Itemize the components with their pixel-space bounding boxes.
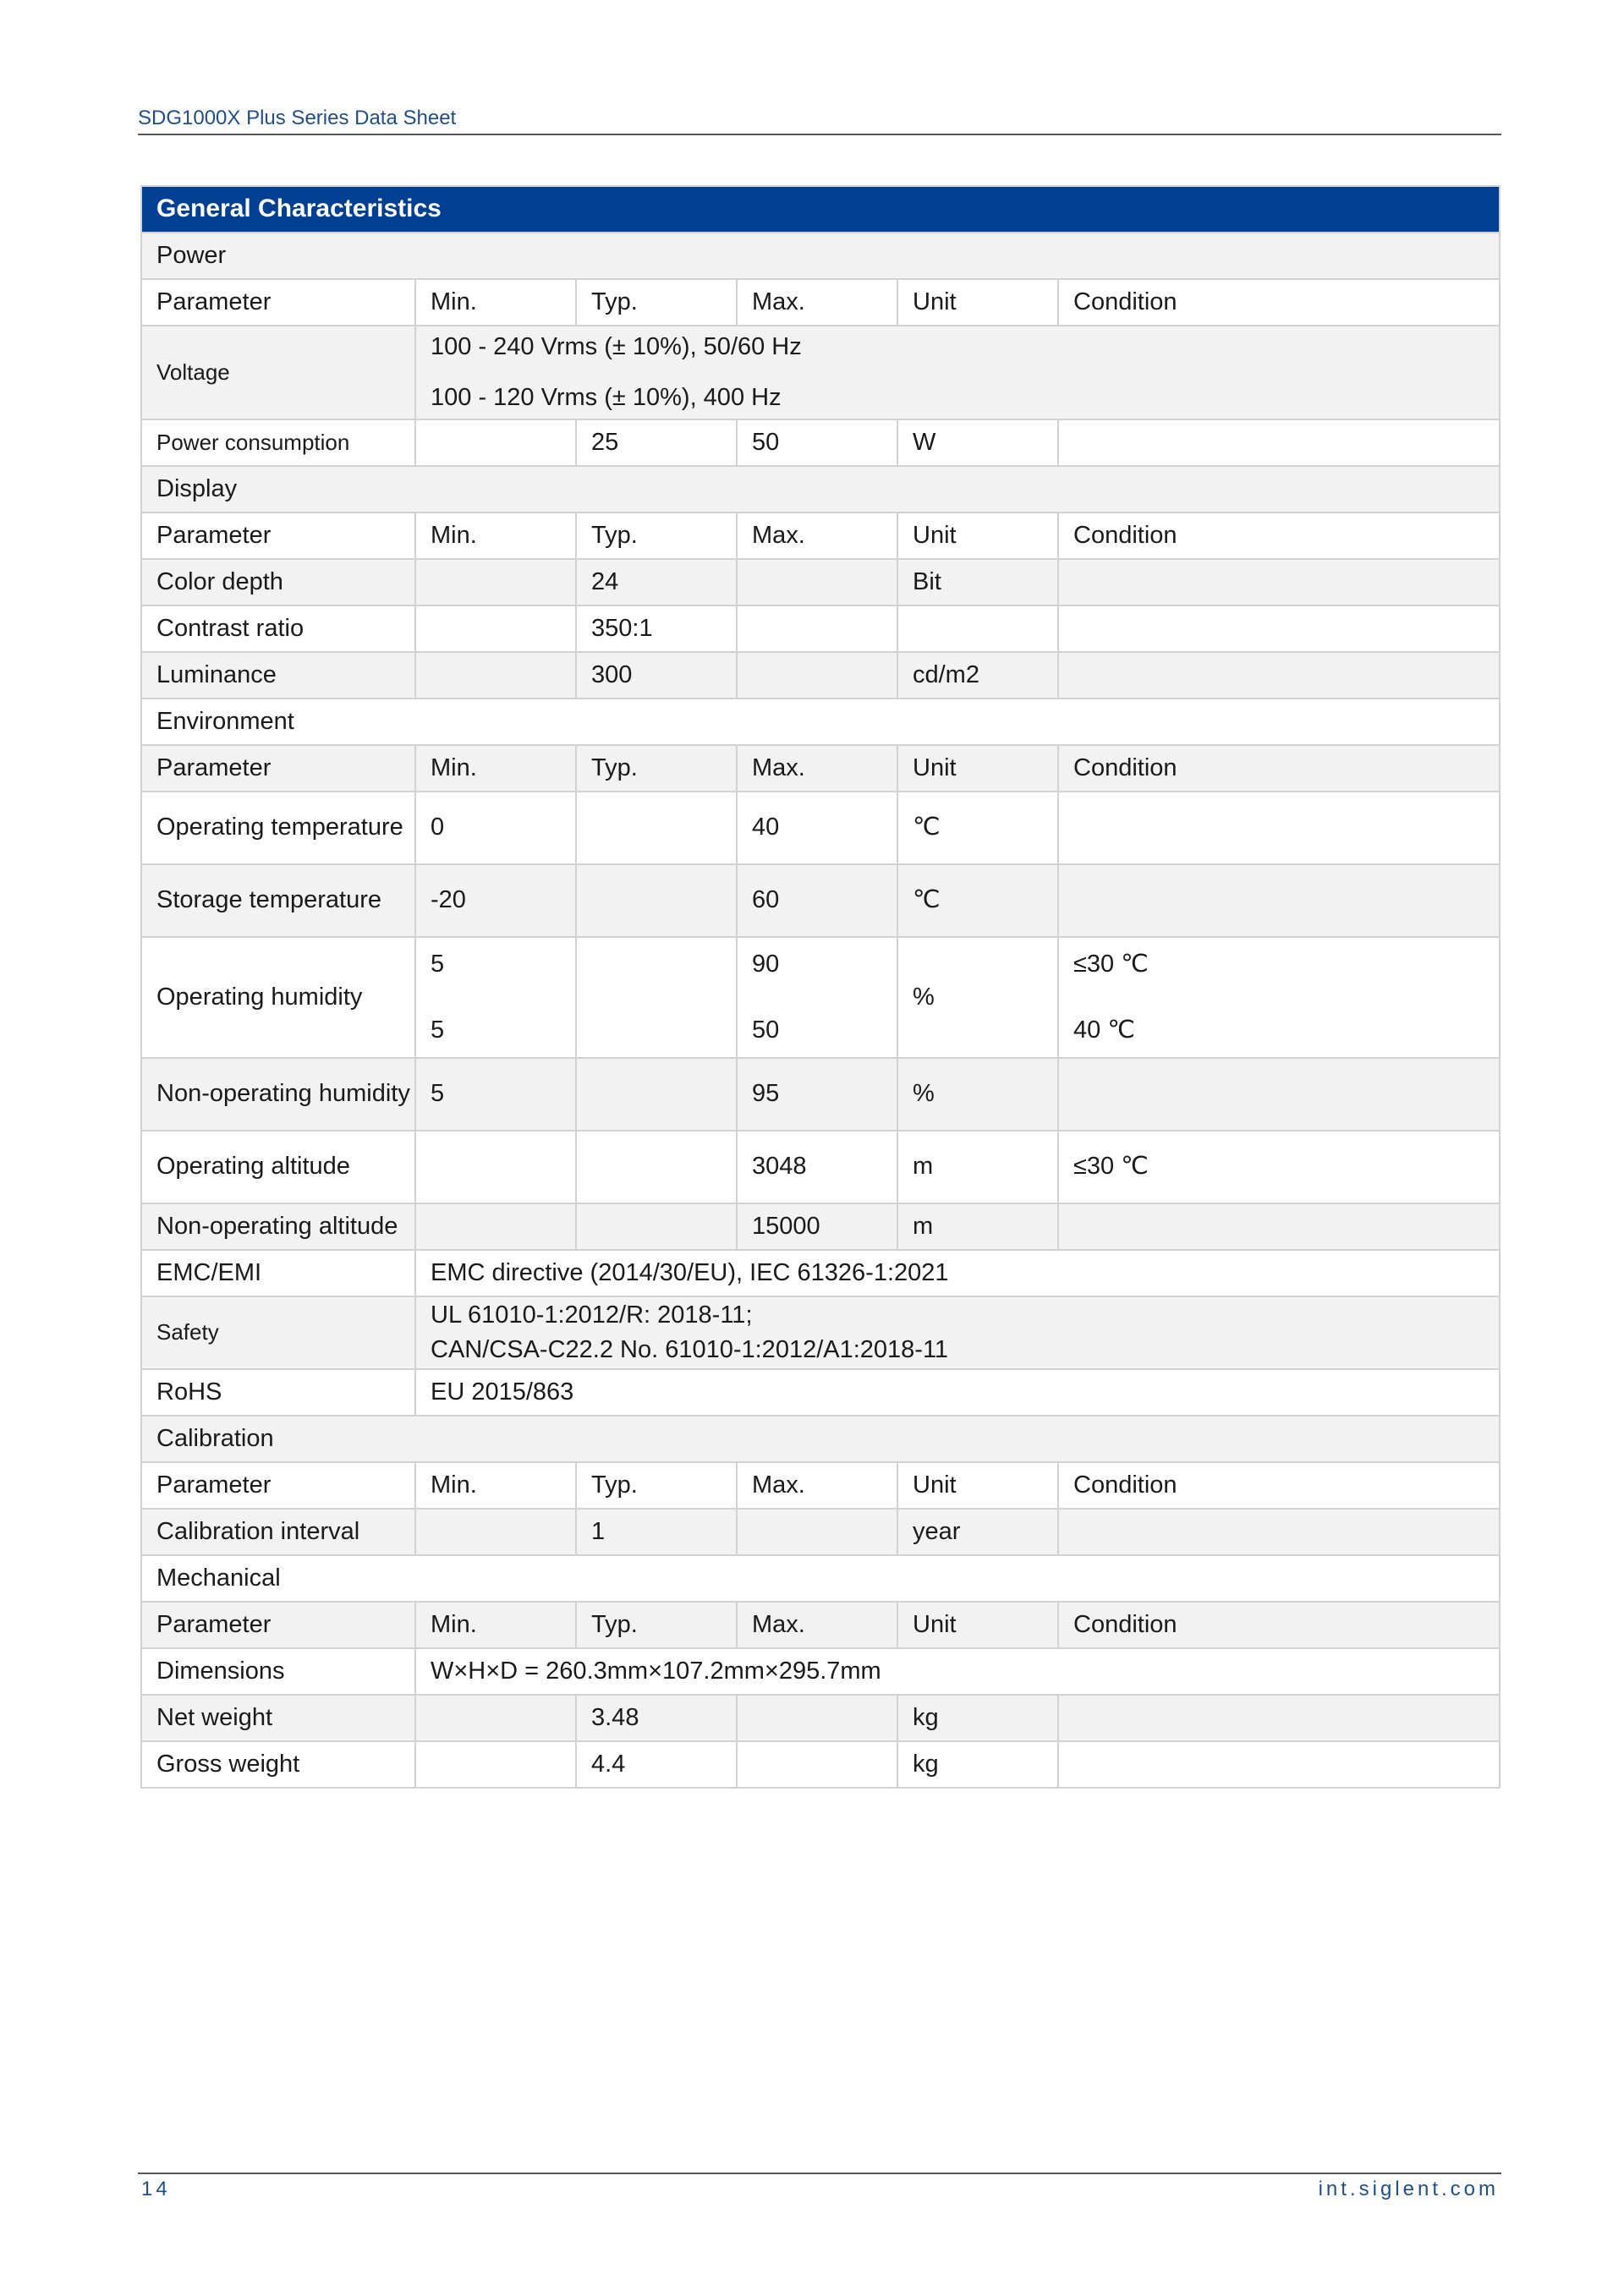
table-row-storage-temperature (141, 864, 1500, 937)
cell-min (415, 1509, 576, 1555)
cell-unit: kg (897, 1695, 1058, 1741)
cell-unit: ℃ (897, 864, 1058, 937)
cell-condition (1058, 1203, 1500, 1250)
cell-min: -20 (415, 864, 576, 937)
cell-max: 50 (737, 419, 897, 466)
table-row-power-consumption (141, 419, 1500, 466)
column-header: Typ. (576, 1462, 737, 1509)
column-header-row (141, 512, 1500, 559)
column-header: Min. (415, 1462, 576, 1509)
table-row-color-depth (141, 559, 1500, 606)
cell-unit: year (897, 1509, 1058, 1555)
row-label: Operating altitude (141, 1131, 415, 1203)
cell-max (737, 1741, 897, 1788)
cell-min (415, 419, 576, 466)
safety-line-2: CAN/CSA-C22.2 No. 61010-1:2012/A1:2018-11 (431, 1336, 949, 1363)
column-header: Condition (1058, 1602, 1500, 1648)
cell-min (415, 1741, 576, 1788)
cell-min (415, 1131, 576, 1203)
table-row-rohs (141, 1369, 1500, 1416)
column-header: Max. (737, 279, 897, 326)
document-header-title: SDG1000X Plus Series Data Sheet (138, 107, 457, 129)
column-header: Parameter (141, 1462, 415, 1509)
column-header-row (141, 745, 1500, 792)
section-row-calibration (141, 1416, 1500, 1462)
cell-max (737, 559, 897, 606)
table-row-gross-weight (141, 1741, 1500, 1788)
voltage-line-1: 100 - 240 Vrms (± 10%), 50/60 Hz (431, 332, 802, 360)
voltage-line-2: 100 - 120 Vrms (± 10%), 400 Hz (431, 384, 782, 411)
dimensions-value: W×H×D = 260.3mm×107.2mm×295.7mm (415, 1648, 1500, 1695)
cell-min: 0 (415, 792, 576, 864)
footer-website: int.siglent.com (1318, 2178, 1499, 2200)
cell-max: 60 (737, 864, 897, 937)
column-header: Min. (415, 1602, 576, 1648)
cell-condition (1058, 652, 1500, 699)
page-number: 14 (141, 2178, 171, 2200)
table-row-operating-humidity (141, 937, 1500, 1058)
row-label: Operating temperature (141, 792, 415, 864)
row-label: EMC/EMI (141, 1250, 415, 1296)
table-row-non-operating-altitude (141, 1203, 1500, 1250)
row-label: Power consumption (141, 419, 415, 466)
cell-max: 15000 (737, 1203, 897, 1250)
column-header: Min. (415, 745, 576, 792)
column-header: Unit (897, 512, 1058, 559)
cell-condition (1058, 606, 1500, 652)
column-header: Unit (897, 1602, 1058, 1648)
cell-typ: 3.48 (576, 1695, 737, 1741)
row-label: Calibration interval (141, 1509, 415, 1555)
cell-unit: ℃ (897, 792, 1058, 864)
column-header: Condition (1058, 1462, 1500, 1509)
section-row-mechanical (141, 1555, 1500, 1602)
table-title-row (141, 186, 1500, 233)
cell-typ: 25 (576, 419, 737, 466)
column-header: Max. (737, 1462, 897, 1509)
cell-typ: 24 (576, 559, 737, 606)
row-label: Safety (141, 1296, 415, 1369)
column-header: Unit (897, 1462, 1058, 1509)
cell-max (737, 652, 897, 699)
column-header-row (141, 279, 1500, 326)
cell-typ (576, 1203, 737, 1250)
column-header: Typ. (576, 745, 737, 792)
column-header: Max. (737, 745, 897, 792)
section-title: Display (141, 466, 1500, 512)
cell-condition (1058, 419, 1500, 466)
row-label: Non-operating humidity (141, 1058, 415, 1131)
emc-value: EMC directive (2014/30/EU), IEC 61326-1:2021 (415, 1250, 1500, 1296)
cell-min (415, 652, 576, 699)
row-label: Operating humidity (141, 937, 415, 1058)
table-row-safety (141, 1296, 1500, 1369)
table-row-emc-emi (141, 1250, 1500, 1296)
table-title: General Characteristics (141, 186, 1500, 233)
column-header: Unit (897, 279, 1058, 326)
column-header-row (141, 1602, 1500, 1648)
cell-unit: cd/m2 (897, 652, 1058, 699)
safety-line-1: UL 61010-1:2012/R: 2018-11; (431, 1301, 753, 1329)
section-row-display (141, 466, 1500, 512)
row-label: Voltage (141, 326, 415, 419)
row-label: Contrast ratio (141, 606, 415, 652)
rohs-value: EU 2015/863 (415, 1369, 1500, 1416)
section-title: Mechanical (141, 1555, 1500, 1602)
cell-typ: 300 (576, 652, 737, 699)
column-header: Parameter (141, 279, 415, 326)
cell-unit: Bit (897, 559, 1058, 606)
cell-typ: 350:1 (576, 606, 737, 652)
cell-unit: kg (897, 1741, 1058, 1788)
cell-typ (576, 864, 737, 937)
cell-min (415, 937, 576, 1058)
cell-condition: ≤30 ℃ (1058, 1131, 1500, 1203)
row-label: RoHS (141, 1369, 415, 1416)
cell-typ: 4.4 (576, 1741, 737, 1788)
cell-typ (576, 792, 737, 864)
cell-min: 5 (415, 1058, 576, 1131)
cell-condition (1058, 792, 1500, 864)
humidity-condition-2: 40 ℃ (1073, 1016, 1135, 1044)
general-characteristics-table (140, 185, 1501, 1789)
cell-unit: % (897, 937, 1058, 1058)
table-row-calibration-interval (141, 1509, 1500, 1555)
column-header: Max. (737, 1602, 897, 1648)
column-header: Condition (1058, 279, 1500, 326)
cell-unit: m (897, 1131, 1058, 1203)
section-row-power (141, 233, 1500, 279)
column-header: Parameter (141, 1602, 415, 1648)
cell-min (415, 1695, 576, 1741)
table-row-non-operating-humidity (141, 1058, 1500, 1131)
humidity-min-2: 5 (431, 1016, 445, 1044)
cell-condition (1058, 1058, 1500, 1131)
cell-condition (1058, 559, 1500, 606)
row-label: Color depth (141, 559, 415, 606)
cell-typ (576, 1131, 737, 1203)
column-header: Typ. (576, 512, 737, 559)
table-row-operating-temperature (141, 792, 1500, 864)
section-title: Power (141, 233, 1500, 279)
cell-typ (576, 1058, 737, 1131)
cell-typ (576, 937, 737, 1058)
section-title: Calibration (141, 1416, 1500, 1462)
column-header: Typ. (576, 1602, 737, 1648)
cell-min (415, 606, 576, 652)
cell-max: 95 (737, 1058, 897, 1131)
cell-max (737, 1509, 897, 1555)
humidity-max-2: 50 (752, 1016, 780, 1044)
voltage-values (415, 326, 1500, 419)
cell-unit: m (897, 1203, 1058, 1250)
section-row-environment (141, 699, 1500, 745)
cell-min (415, 1203, 576, 1250)
column-header-row (141, 1462, 1500, 1509)
table-row-net-weight (141, 1695, 1500, 1741)
row-label: Gross weight (141, 1741, 415, 1788)
table-row-dimensions (141, 1648, 1500, 1695)
safety-values (415, 1296, 1500, 1369)
header-divider (138, 134, 1501, 135)
humidity-max-1: 90 (752, 950, 780, 978)
section-title: Environment (141, 699, 1500, 745)
column-header: Min. (415, 512, 576, 559)
row-label: Non-operating altitude (141, 1203, 415, 1250)
row-label: Net weight (141, 1695, 415, 1741)
column-header: Condition (1058, 745, 1500, 792)
cell-unit: W (897, 419, 1058, 466)
cell-max (737, 606, 897, 652)
cell-unit (897, 606, 1058, 652)
row-label: Dimensions (141, 1648, 415, 1695)
table-row-contrast-ratio (141, 606, 1500, 652)
column-header: Max. (737, 512, 897, 559)
cell-condition (1058, 1695, 1500, 1741)
column-header: Condition (1058, 512, 1500, 559)
table-row-luminance (141, 652, 1500, 699)
cell-min (415, 559, 576, 606)
cell-max (737, 1695, 897, 1741)
humidity-condition-1: ≤30 ℃ (1073, 950, 1149, 978)
cell-max (737, 937, 897, 1058)
table-row-operating-altitude (141, 1131, 1500, 1203)
cell-condition (1058, 864, 1500, 937)
column-header: Min. (415, 279, 576, 326)
cell-typ: 1 (576, 1509, 737, 1555)
column-header: Typ. (576, 279, 737, 326)
cell-condition (1058, 1509, 1500, 1555)
cell-unit: % (897, 1058, 1058, 1131)
cell-max: 3048 (737, 1131, 897, 1203)
cell-max: 40 (737, 792, 897, 864)
column-header: Parameter (141, 512, 415, 559)
row-label: Storage temperature (141, 864, 415, 937)
column-header: Unit (897, 745, 1058, 792)
footer-divider (138, 2173, 1501, 2174)
cell-condition (1058, 1741, 1500, 1788)
humidity-min-1: 5 (431, 950, 445, 978)
table-row-voltage (141, 326, 1500, 419)
column-header: Parameter (141, 745, 415, 792)
cell-condition (1058, 937, 1500, 1058)
row-label: Luminance (141, 652, 415, 699)
